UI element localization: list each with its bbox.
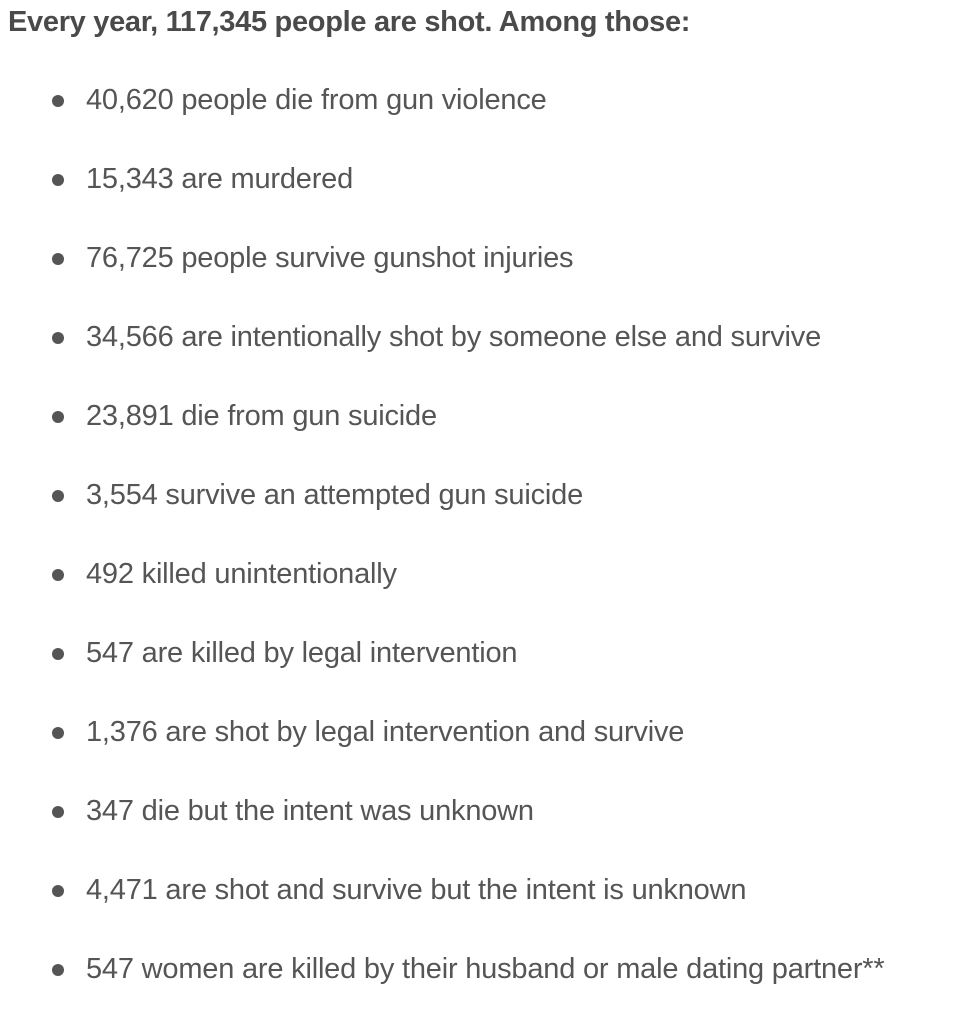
page-heading: Every year, 117,345 people are shot. Among those: — [8, 6, 691, 38]
bullet-icon — [52, 95, 64, 107]
bullet-icon — [52, 885, 64, 897]
bullet-icon — [52, 174, 64, 186]
stat-text: 23,891 die from gun suicide — [86, 400, 437, 432]
stat-text: 76,725 people survive gunshot injuries — [86, 242, 574, 274]
bullet-icon — [52, 727, 64, 739]
stat-text: 492 killed unintentionally — [86, 558, 397, 590]
bullet-icon — [52, 569, 64, 581]
bullet-icon — [52, 806, 64, 818]
bullet-icon — [52, 411, 64, 423]
stat-text: 347 die but the intent was unknown — [86, 795, 534, 827]
bullet-icon — [52, 964, 64, 976]
stat-text: 4,471 are shot and survive but the intent is unknown — [86, 874, 747, 906]
bullet-icon — [52, 648, 64, 660]
stat-text: 34,566 are intentionally shot by someone else and survive — [86, 321, 822, 353]
stat-text: 15,343 are murdered — [86, 163, 354, 195]
bullet-icon — [52, 332, 64, 344]
stat-text: 547 women are killed by their husband or male dating partner** — [86, 953, 885, 985]
stat-text: 1,376 are shot by legal intervention and survive — [86, 716, 685, 748]
stat-text: 40,620 people die from gun violence — [86, 84, 547, 116]
stat-text: 3,554 survive an attempted gun suicide — [86, 479, 583, 511]
stat-text: 547 are killed by legal intervention — [86, 637, 518, 669]
bullet-icon — [52, 253, 64, 265]
bullet-icon — [52, 490, 64, 502]
